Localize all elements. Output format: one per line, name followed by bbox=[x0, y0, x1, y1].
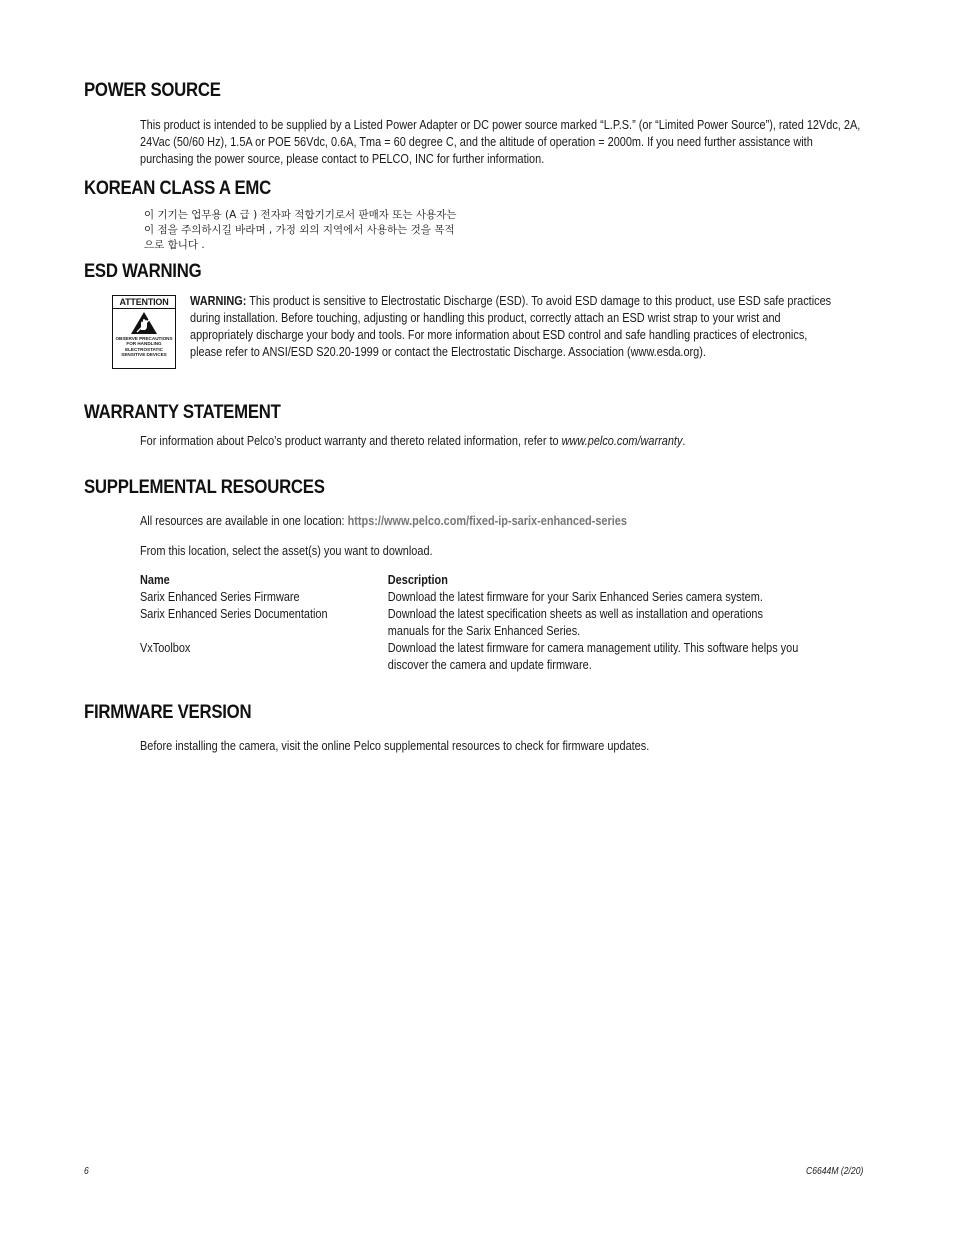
col-name-header: Name bbox=[140, 572, 170, 587]
power-source-heading: POWER SOURCE bbox=[84, 79, 221, 101]
supplemental-intro: All resources are available in one location: https://www.pelco.com/fixed-ip-sarix-enhanced-series bbox=[140, 513, 627, 528]
resource-name: Sarix Enhanced Series Firmware bbox=[140, 589, 300, 604]
table-row bbox=[140, 588, 812, 605]
col-description-header: Description bbox=[387, 572, 448, 587]
korean-emc-heading: KOREAN CLASS A EMC bbox=[84, 177, 271, 199]
resources-table bbox=[140, 571, 812, 673]
power-source-body: This product is intended to be supplied by a Listed Power Adapter or DC power source marked “L.P.S.” (or “Limited Power Source”), rated 12Vdc, 2A, 24Vac (50/60 Hz), 1.5A or POE 56Vdc, 0.6A, Tma = 60 degree C, and the altitude of operation = 2000m. If you need further assistance with purchasing the power source, please contact to PELCO, INC for further information. bbox=[140, 117, 861, 166]
firmware-heading: FIRMWARE VERSION bbox=[84, 701, 252, 723]
warranty-body: For information about Pelco’s product warranty and thereto related information, refer to www.pelco.com/warranty. bbox=[140, 433, 686, 448]
supplemental-select-text: From this location, select the asset(s) you want to download. bbox=[140, 543, 433, 558]
esd-warning-label: WARNING: bbox=[190, 293, 247, 308]
table-row bbox=[140, 639, 812, 673]
esd-icon-title: ATTENTION bbox=[113, 296, 175, 309]
firmware-body: Before installing the camera, visit the online Pelco supplemental resources to check for firmware updates. bbox=[140, 738, 650, 753]
footer-doc-code: C6644M (2/20) bbox=[806, 1166, 864, 1177]
table-header bbox=[140, 571, 812, 588]
warranty-link[interactable]: www.pelco.com/warranty bbox=[561, 433, 683, 448]
resource-description: Download the latest firmware for camera management utility. This software helps you discover the camera and update firmware. bbox=[387, 640, 799, 672]
esd-warning-heading: ESD WARNING bbox=[84, 260, 202, 282]
esd-attention-icon bbox=[112, 295, 176, 369]
resource-name: VxToolbox bbox=[140, 640, 191, 655]
resource-description: Download the latest firmware for your Sarix Enhanced Series camera system. bbox=[387, 589, 763, 604]
supplemental-heading: SUPPLEMENTAL RESOURCES bbox=[84, 476, 325, 498]
footer-page-number: 6 bbox=[84, 1166, 89, 1177]
supplemental-url-link[interactable]: https://www.pelco.com/fixed-ip-sarix-enhanced-series bbox=[347, 513, 627, 528]
korean-emc-text: 이 기기는 업무용 (A 급 ) 전자파 적합기기로서 판매자 또는 사용자는 이 점을 주의하시길 바라며 , 가정 외의 지역에서 사용하는 것을 목적 으로 합니다 . bbox=[144, 209, 457, 251]
table-row bbox=[140, 605, 812, 639]
esd-warning-body: WARNING: This product is sensitive to Electrostatic Discharge (ESD). To avoid ESD damage to this product, use ESD safe practices during installation. Before touching, adjusting or handling this product, correctly attach an ESD wrist strap to your wrist and appropriately discharge your body and tools. For more information about ESD control and safe handling practices of electronics, please refer to ANSI/ESD S20.20-1999 or contact the Electrostatic Discharge. Association (www.esda.org). bbox=[190, 293, 832, 359]
resource-name: Sarix Enhanced Series Documentation bbox=[140, 606, 328, 621]
warranty-heading: WARRANTY STATEMENT bbox=[84, 401, 281, 423]
resource-description: Download the latest specification sheets as well as installation and operations manuals for the Sarix Enhanced Series. bbox=[387, 606, 763, 638]
esd-icon-caption: OBSERVE PRECAUTIONS FOR HANDLING ELECTROSTATIC SENSITIVE DEVICES bbox=[115, 336, 173, 358]
esd-hand-triangle-icon bbox=[130, 311, 158, 335]
